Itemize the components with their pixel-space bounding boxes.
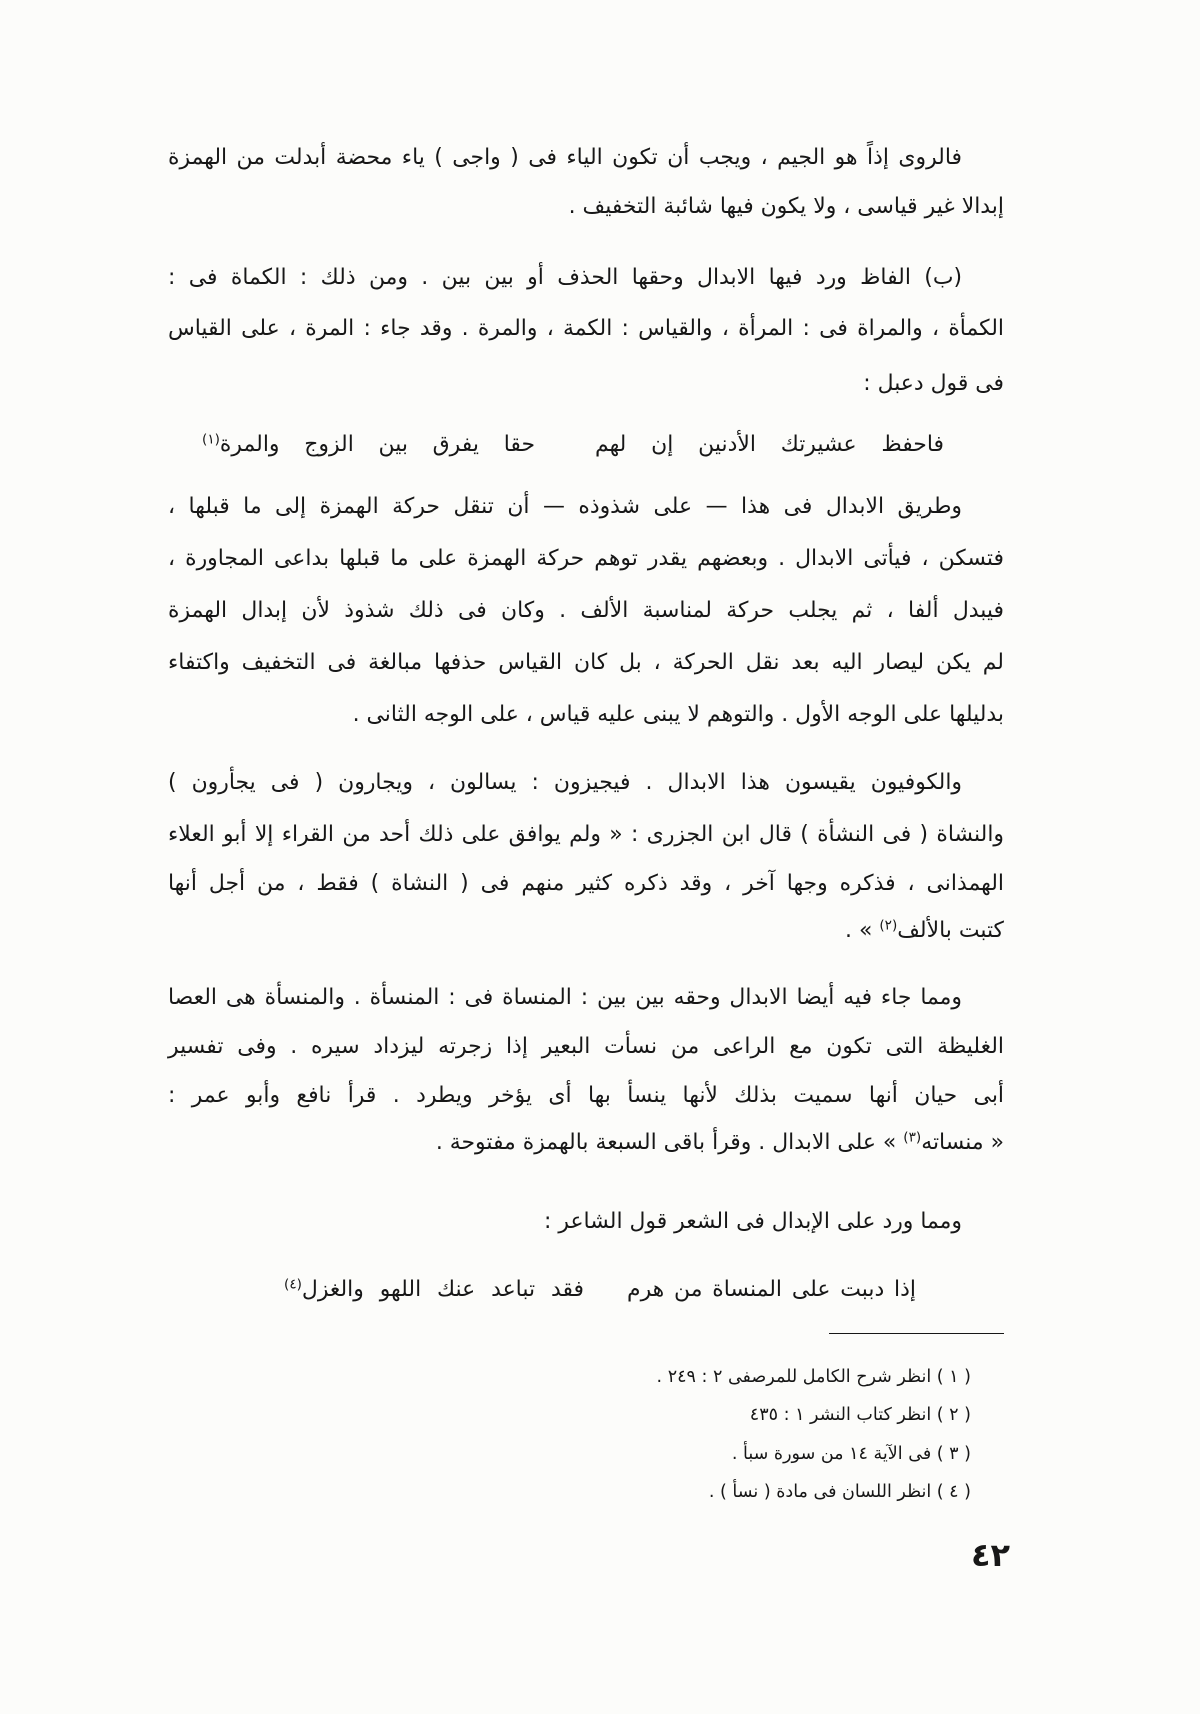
text-line: ومما جاء فيه أيضا الابدال وحقه بين بين : المنساة فى : المنسأة . والمنسأة هى العصا bbox=[168, 985, 962, 1010]
footnote-1: ( ١ ) انظر شرح الكامل للمرصفى ٢ : ٢٤٩ . bbox=[656, 1367, 971, 1387]
verse-first-hemistich: إذا دببت على المنساة من هرم bbox=[627, 1277, 916, 1302]
text-line: فى قول دعبل : bbox=[863, 371, 1004, 396]
footnote-3: ( ٣ ) فى الآية ١٤ من سورة سبأ . bbox=[731, 1444, 971, 1464]
line-text: » على الابدال . وقرأ باقى السبعة بالهمزة مفتوحة . bbox=[435, 1130, 904, 1155]
text-line: أبى حيان أنها سميت بذلك لأنها ينسأ بها أى يؤخر ويطرد . قرأ نافع وأبو عمر : bbox=[168, 1083, 1004, 1108]
footnote-marker: (٤) bbox=[284, 1276, 302, 1293]
hemistich-text: فقد تباعد عنك اللهو والغزل bbox=[301, 1277, 584, 1302]
text-line: فتسكن ، فيأتى الابدال . وبعضهم يقدر توهم حركة الهمزة على ما قبلها بداعى المجاورة ، bbox=[168, 546, 1004, 571]
verse-second-hemistich bbox=[202, 420, 535, 470]
text-line bbox=[168, 1118, 1004, 1168]
text-line: الغليظة التى تكون مع الراعى من نسأت البعير إذا زجرته ليزداد سيره . وفى تفسير bbox=[168, 1034, 1004, 1059]
footnote-2: ( ٢ ) انظر كتاب النشر ١ : ٤٣٥ bbox=[749, 1405, 971, 1425]
text-line: وطريق الابدال فى هذا — على شذوذه — أن تنقل حركة الهمزة إلى ما قبلها ، bbox=[168, 494, 962, 519]
footnote-marker: (١) bbox=[202, 431, 220, 448]
line-text: » . bbox=[845, 918, 880, 943]
page-number: ٤٢ bbox=[970, 1536, 1010, 1574]
text-line: الكمأة ، والمراة فى : المرأة ، والقياس : الكمة ، والمرة . وقد جاء : المرة ، على القياس bbox=[168, 316, 1004, 341]
line-text: كتبت بالألف bbox=[897, 918, 1004, 943]
text-line: فالروى إذاً هو الجيم ، ويجب أن تكون الياء فى ( واجى ) ياء محضة أبدلت من الهمزة bbox=[168, 145, 962, 170]
text-line: إبدالا غير قياسى ، ولا يكون فيها شائبة التخفيف . bbox=[568, 194, 1004, 219]
text-line: (ب) الفاظ ورد فيها الابدال وحقها الحذف أو بين بين . ومن ذلك : الكماة فى : bbox=[168, 265, 962, 290]
footnote-4: ( ٤ ) انظر اللسان فى مادة ( نسأ ) . bbox=[708, 1482, 971, 1502]
text-line: ومما ورد على الإبدال فى الشعر قول الشاعر : bbox=[544, 1209, 962, 1234]
text-line: الهمذانى ، فذكره وجها آخر ، وقد ذكره كثير منهم فى ( النشاة ) فقط ، من أجل أنها bbox=[168, 871, 1004, 896]
verse-first-hemistich: فاحفظ عشيرتك الأدنين إن لهم bbox=[595, 432, 944, 457]
text-line: بدليلها على الوجه الأول . والتوهم لا يبنى عليه قياس ، على الوجه الثانى . bbox=[352, 702, 1004, 727]
footnote-marker: (٢) bbox=[879, 917, 898, 934]
footnote-marker: (٣) bbox=[903, 1129, 922, 1146]
text-line: لم يكن ليصار اليه بعد نقل الحركة ، بل كان القياس حذفها مبالغة فى التخفيف واكتفاء bbox=[168, 650, 1004, 675]
text-line: والكوفيون يقيسون هذا الابدال . فيجيزون : يسالون ، ويجارون ( فى يجأرون ) bbox=[168, 770, 962, 795]
hemistich-text: حقا يفرق بين الزوج والمرة bbox=[219, 432, 535, 457]
verse-second-hemistich bbox=[284, 1265, 584, 1315]
text-line: والنشاة ( فى النشأة ) قال ابن الجزرى : « ولم يوافق على ذلك أحد من القراء إلا أبو العلاء bbox=[168, 822, 1004, 847]
footnote-separator bbox=[829, 1333, 1004, 1334]
text-line: فيبدل ألفا ، ثم يجلب حركة لمناسبة الألف . وكان فى ذلك شذوذ لأن إبدال الهمزة bbox=[168, 598, 1004, 623]
text-line bbox=[168, 906, 1004, 956]
line-text: « منساته bbox=[921, 1130, 1004, 1155]
